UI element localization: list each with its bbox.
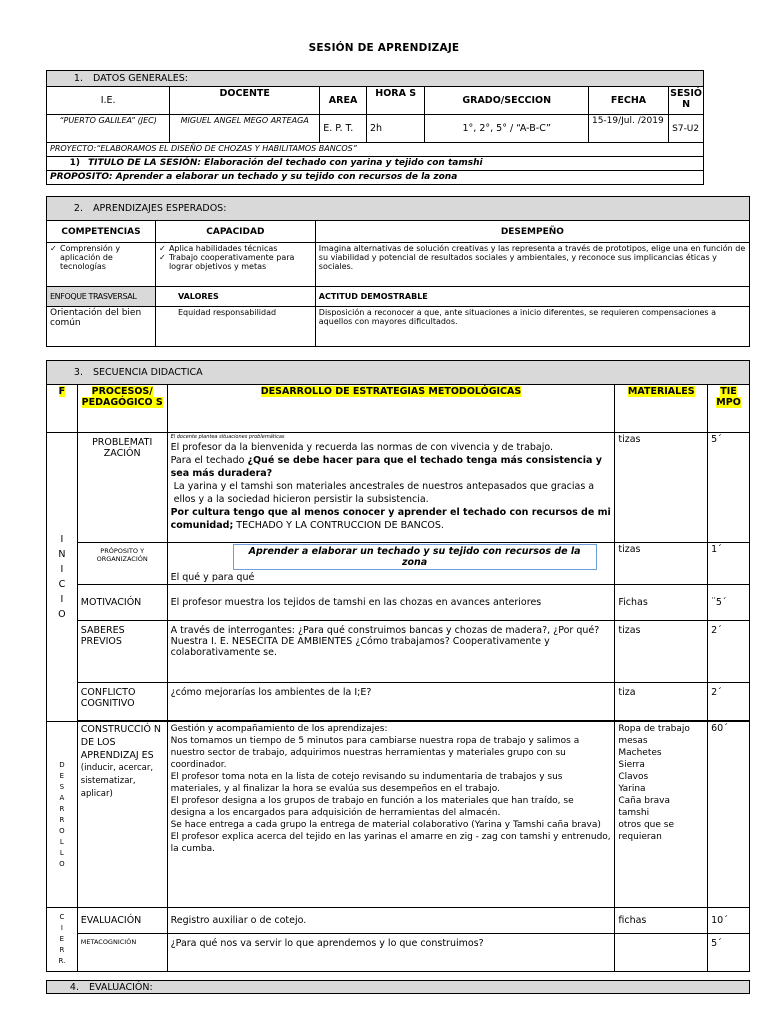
- proceso-motivacion: MOTIVACIÓN: [77, 585, 167, 621]
- section2-title: APRENDIZAJES ESPERADOS:: [93, 203, 227, 214]
- problematizacion-line: La yarina y el tamshi son materiales ancestrales de nuestros antepasados que gracias a ellos y a la sociedad hicieron persistir la subsistencia.: [173, 481, 595, 505]
- tiempo-evaluacion: 10´: [708, 908, 750, 934]
- value-horas: 2h: [366, 115, 425, 143]
- titulo-label: TITULO DE LA SESIÓN:: [88, 158, 201, 168]
- section1-header: [47, 71, 704, 87]
- inicio-label: I N I C I O: [47, 433, 78, 722]
- datos-generales-table: [46, 70, 704, 185]
- proposito-cell: [167, 543, 615, 585]
- header-docente: DOCENTE: [170, 87, 320, 115]
- competencia-item: ✓ Comprensión y aplicación de tecnologías: [50, 244, 152, 271]
- value-area: E. P. T.: [320, 115, 367, 143]
- desempeno-cell: Imagina alternativas de solución creativas y las representa a través de prototipos, elige una en función de su viabilidad y potencial de resultados sociales y ambientales, y reconoce sus implicancias éticas y sociales.: [315, 243, 749, 287]
- section4-header: [46, 980, 750, 994]
- section2-header: [47, 197, 750, 221]
- tiempo-proposito: 1´: [708, 543, 750, 585]
- material-conflicto: tiza: [615, 683, 708, 721]
- problematizacion-text: [167, 433, 615, 543]
- section4-title: EVALUACIÓN:: [89, 982, 153, 993]
- valor-value: Equidad responsabilidad: [155, 307, 315, 347]
- evaluacion-text: Registro auxiliar o de cotejo.: [167, 908, 615, 934]
- titulo-num: 1): [69, 158, 80, 168]
- header-tiempo: TIE MPO: [708, 385, 750, 433]
- header-materiales: MATERIALES: [615, 385, 708, 433]
- metacognicion-text: ¿Para qué nos va servir lo que aprendemos y lo que construimos?: [167, 934, 615, 972]
- section3-header: [47, 361, 750, 385]
- header-competencias: COMPETENCIAS: [47, 221, 156, 243]
- proposito-text: El qué y para qué: [170, 572, 255, 583]
- value-docente: MIGUEL ANGEL MEGO ARTEAGA: [170, 115, 320, 143]
- material-saberes: tizas: [615, 621, 708, 683]
- motivacion-text: El profesor muestra los tejidos de tamshi en las chozas en avances anteriores: [167, 585, 615, 621]
- tiempo-saberes: 2´: [708, 621, 750, 683]
- header-desempeno: DESEMPEÑO: [315, 221, 749, 243]
- section1-num: 1.: [73, 73, 83, 84]
- header-horas: HORA S: [366, 87, 425, 115]
- problematizacion-question: Para el techado ¿Qué se debe hacer para que el techado tenga más consistencia y sea más duradera?: [170, 455, 602, 479]
- section4-num: 4.: [69, 982, 79, 993]
- material-metacognicion: [615, 934, 708, 972]
- material-construccion: Ropa de trabajo mesas Machetes Sierra Clavos Yarina Caña brava tamshi otros que se requieran: [615, 722, 708, 908]
- enfoque-label: ENFOQUE TRASVERSAL: [47, 287, 156, 307]
- header-ie: I.E.: [47, 87, 170, 115]
- value-sesion: S7-U2: [669, 115, 704, 143]
- titulo-row: [47, 157, 704, 171]
- proyecto-row: PROYECTO:“ELABORAMOS EL DISEÑO DE CHOZAS Y HABILITAMOS BANCOS”: [47, 143, 704, 157]
- value-ie: “PUERTO GALILEA” (JEC): [47, 115, 170, 143]
- proceso-problematizacion: PROBLEMATI ZACIÓN: [77, 433, 167, 543]
- tiempo-conflicto: 2´: [708, 683, 750, 721]
- header-grado: GRADO/SECCION: [425, 87, 589, 115]
- cierre-label: C I E R R.: [47, 908, 78, 972]
- problematizacion-line: El profesor da la bienvenida y recuerda las normas de con vivencia y de trabajo.: [170, 442, 554, 453]
- actitud-value: Disposición a reconocer a que, ante situaciones a inicio diferentes, se requieren compensaciones a aquellos con mayores dificultados.: [315, 307, 749, 347]
- material-evaluacion: fichas: [615, 908, 708, 934]
- header-area: AREA: [320, 87, 367, 115]
- saberes-text: A través de interrogantes: ¿Para qué construimos bancas y chozas de madera?, ¿Por qué? Nuestra I. E. NESECITA DE AMBIENTES ¿Cómo trabajamos? Cooperativamente y colaborativamente se.: [167, 621, 615, 683]
- document-title: SESIÓN DE APRENDIZAJE: [308, 42, 460, 54]
- problematizacion-note: El docente plantea situaciones problemáticas: [170, 434, 285, 440]
- value-grado: 1°, 2°, 5° / “A-B-C”: [425, 115, 589, 143]
- capacidades-cell: [155, 243, 315, 287]
- header-desarrollo: DESARROLLO DE ESTRATEGIAS METODOLÓGICAS: [167, 385, 615, 433]
- actitud-label: ACTITUD DEMOSTRABLE: [315, 287, 749, 307]
- material-motivacion: Fichas: [615, 585, 708, 621]
- section1-title: DATOS GENERALES:: [93, 73, 188, 84]
- section3-title: SECUENCIA DIDACTICA: [93, 367, 203, 378]
- tiempo-construccion: 60´: [708, 722, 750, 908]
- proceso-saberes: SABERES PREVIOS: [77, 621, 167, 683]
- problematizacion-cultura: Por cultura tengo que al menos conocer y aprender el techado con recursos de mi comunidad; TECHADO Y LA CONTRUCCION DE BANCOS.: [170, 507, 611, 531]
- capacidad-item: ✓ Aplica habilidades técnicas: [159, 244, 312, 253]
- capacidad-item: ✓ Trabajo cooperativamente para lograr objetivos y metas: [159, 253, 312, 271]
- proceso-metacognicion: METACOGNICIÓN: [77, 934, 167, 972]
- material-proposito: tizas: [615, 543, 708, 585]
- titulo-text: Elaboración del techado con yarina y tejido con tamshi: [200, 158, 483, 168]
- section3-num: 3.: [73, 367, 83, 378]
- header-sesion: SESIÓ N: [669, 87, 704, 115]
- valores-label: VALORES: [155, 287, 315, 307]
- tiempo-metacognicion: 5´: [708, 934, 750, 972]
- desarrollo-label: D E S A R R O L L O: [47, 722, 78, 908]
- proceso-construccion: CONSTRUCCIÓ N DE LOS APRENDIZAJ ES (inducir, acercar, sistematizar, aplicar): [77, 722, 167, 908]
- construccion-text: Gestión y acompañamiento de los aprendizajes: Nos tomamos un tiempo de 5 minutos para cambiarse nuestra ropa de trabajo y salimos a nuestro sector de trabajo, adquirimos nuestras herramientas y materiales grupo con su coordinador. El profesor toma nota en la lista de cotejo revisando su indumentaria de trabajos y sus materiales, y al finalizar la hora se evalúa sus desempeños en el trabajo. El profesor designa a los grupos de trabajo en función a los materiales que han traído, se designa a los encargados para adquisición de herramientas del almacén. Se hace entrega a cada grupo la entrega de material colaborativo (Yarina y Tamshi caña brava) El profesor explica acerca del tejido en las yarinas el amarre en zig - zag con tamshi y entrenudo, la cumba.: [167, 722, 615, 908]
- tiempo-problematizacion: 5´: [708, 433, 750, 543]
- proceso-conflicto: CONFLICTO COGNITIVO: [77, 683, 167, 721]
- header-capacidad: CAPACIDAD: [155, 221, 315, 243]
- section2-num: 2.: [73, 203, 83, 214]
- conflicto-text: ¿cómo mejorarías los ambientes de la I;E?: [167, 683, 615, 721]
- enfoque-value: Orientación del bien común: [47, 307, 156, 347]
- proceso-proposito: PRÓPOSITO Y ORGANIZACIÓN: [77, 543, 167, 585]
- tiempo-motivacion: ¨5´: [708, 585, 750, 621]
- header-procesos: PROCESOS/ PEDAGÓGICO S: [77, 385, 167, 433]
- competencias-cell: [47, 243, 156, 287]
- proposito-box: Aprender a elaborar un techado y su tejido con recursos de la zona: [233, 544, 597, 570]
- proceso-evaluacion: EVALUACIÓN: [77, 908, 167, 934]
- header-fecha: FECHA: [588, 87, 668, 115]
- material-problematizacion: tizas: [615, 433, 708, 543]
- proposito-row: PROPOSITO: Aprender a elaborar un techado y su tejido con recursos de la zona: [47, 171, 704, 185]
- aprendizajes-table: [46, 196, 750, 347]
- header-f: F: [47, 385, 78, 433]
- value-fecha: 15-19/Jul. /2019: [588, 115, 668, 143]
- secuencia-table: [46, 360, 750, 972]
